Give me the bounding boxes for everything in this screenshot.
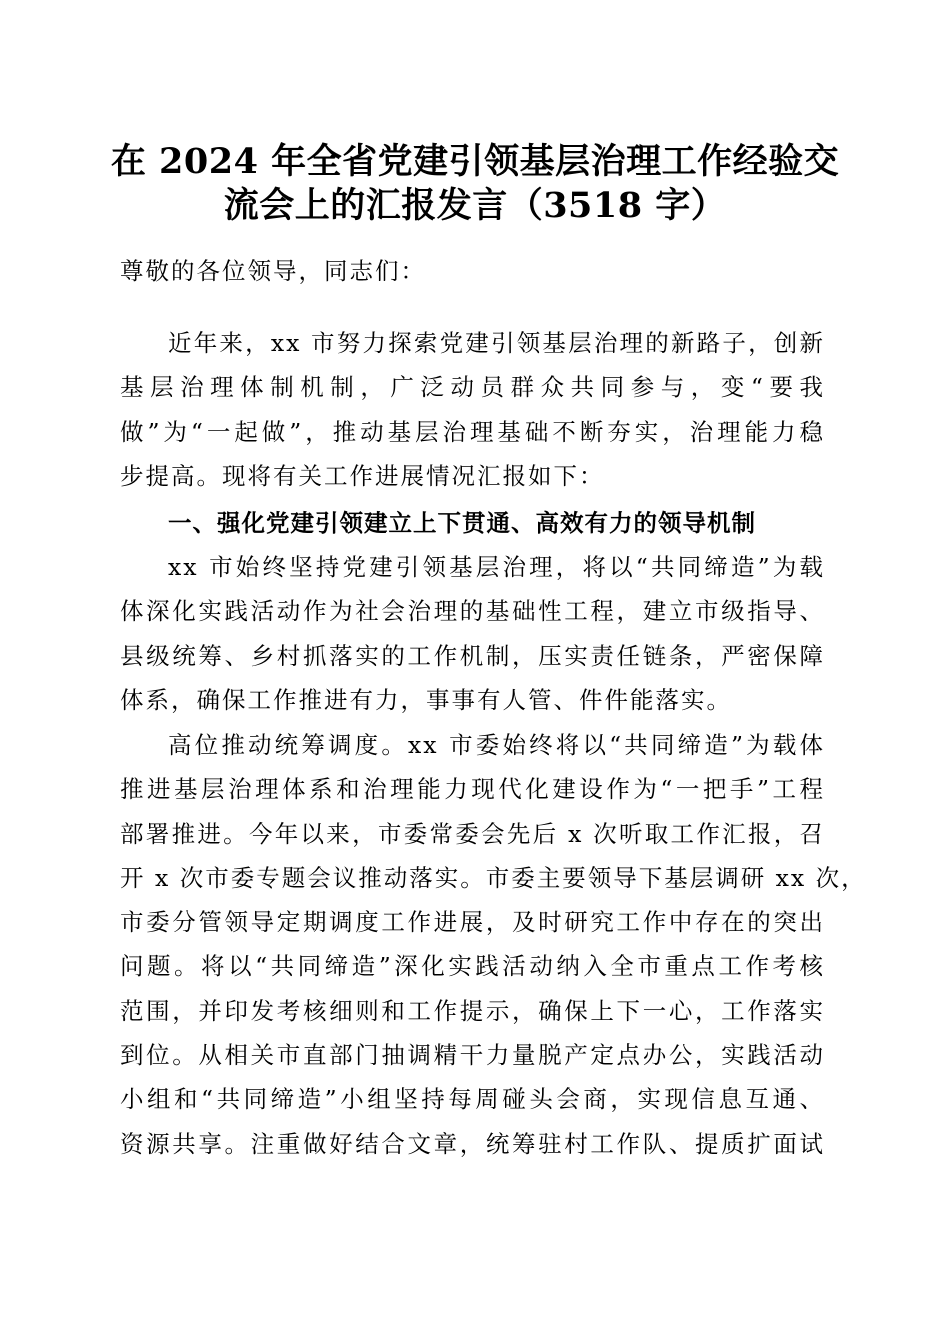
paragraph-line: 体系，确保工作推进有力，事事有人管、件件能落实。 (120, 685, 732, 714)
document-title-line-2: 流会上的汇报发言（3518 字） (223, 185, 727, 226)
paragraph-line: 体深化实践活动作为社会治理的基础性工程，建立市级指导、 (120, 597, 825, 626)
paragraph-line: 资源共享。注重做好结合文章，统筹驻村工作队、提质扩面试 (120, 1129, 825, 1158)
section-heading-1 (120, 501, 825, 545)
paragraph-line: 基层治理体制机制，广泛动员群众共同参与，变“要我 (120, 373, 825, 402)
paragraph-section-1 (120, 545, 825, 722)
paragraph-line: 市委分管领导定期调度工作进展，及时研究工作中存在的突出 (120, 908, 825, 937)
paragraph-line: 近年来，xx 市努力探索党建引领基层治理的新路子，创新 (168, 329, 825, 357)
paragraph-line: 到位。从相关市直部门抽调精干力量脱产定点办公，实践活动 (120, 1041, 825, 1070)
paragraph-line: 问题。将以“共同缔造”深化实践活动纳入全市重点工作考核 (120, 952, 825, 981)
document-title-line-1: 在 2024 年全省党建引领基层治理工作经验交 (110, 141, 840, 182)
paragraph-line: 范围，并印发考核细则和工作提示，确保上下一心，工作落实 (120, 996, 825, 1025)
paragraph-high-level-coordination (120, 723, 867, 1166)
paragraph-line: 开 x 次市委专题会议推动落实。市委主要领导下基层调研 xx 次， (120, 863, 867, 892)
paragraph-line: xx 市始终坚持党建引领基层治理，将以“共同缔造”为载 (168, 553, 825, 581)
salutation: 尊敬的各位领导，同志们： (120, 257, 426, 285)
paragraph-line: 县级统筹、乡村抓落实的工作机制，压实责任链条，严密保障 (120, 641, 825, 670)
paragraph-line: 步提高。现将有关工作进展情况汇报如下： (120, 461, 605, 490)
section-heading-text: 一、强化党建引领建立上下贯通、高效有力的领导机制 (168, 509, 756, 537)
paragraph-line: 高位推动统筹调度。xx 市委始终将以“共同缔造”为载体 (168, 731, 825, 759)
paragraph-line: 部署推进。今年以来，市委常委会先后 x 次听取工作汇报，召 (120, 819, 825, 848)
paragraph-line: 小组和“共同缔造”小组坚持每周碰头会商，实现信息互通、 (120, 1085, 825, 1114)
paragraph-line: 推进基层治理体系和治理能力现代化建设作为“一把手”工程 (120, 775, 825, 804)
paragraph-line: 做”为“一起做”，推动基层治理基础不断夯实，治理能力稳 (120, 417, 825, 446)
paragraph-intro (120, 321, 825, 498)
